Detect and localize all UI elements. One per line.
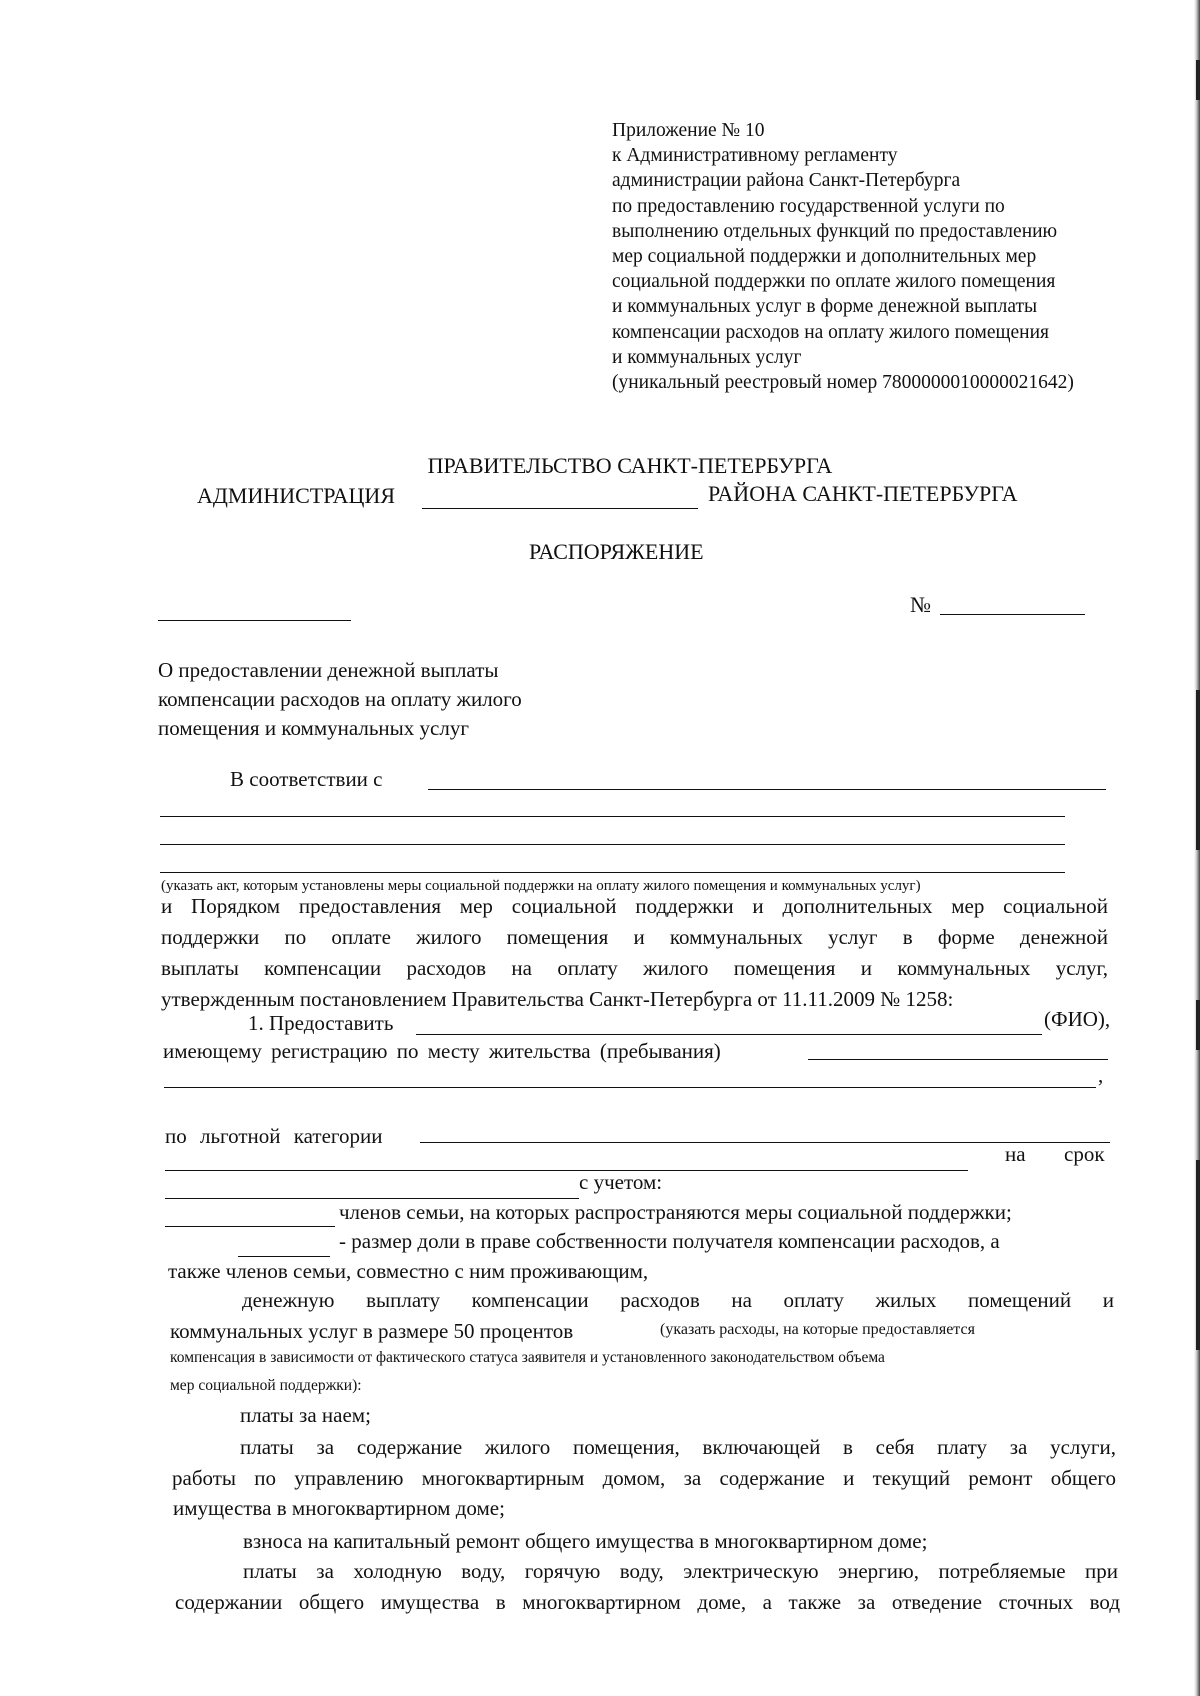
date-blank [158,620,351,621]
family-count-blank [165,1226,335,1227]
order-line: выплаты компенсации расходов на оплату жилого помещения и коммунальных услуг, [161,956,1108,980]
item-line: платы за наем; [240,1403,371,1427]
registration-label: имеющему регистрацию по месту жительства (пребывания) [163,1039,721,1063]
term-blank [165,1170,968,1171]
act-blank [160,816,1065,817]
scan-edge-mark [1196,1160,1200,1350]
stamp-line: по предоставлению государственной услуги по [612,195,1005,217]
share-text: - размер доли в праве собственности получателя компенсации расходов, а [339,1229,1000,1253]
act-blank [160,844,1065,845]
scan-edge-mark [1196,1000,1200,1050]
stamp-line: и коммунальных услуг [612,346,802,368]
number-blank [940,614,1085,615]
fio-blank [416,1034,1042,1035]
stamp-line: Приложение № 10 [612,120,765,141]
order-line: и Порядком предоставления мер социальной поддержки и дополнительных мер социальной [161,894,1108,918]
subject-line: О предоставлении денежной выплаты [158,658,499,682]
address-blank [164,1087,1096,1088]
payment-note: (указать расходы, на которые предоставляется [660,1321,975,1338]
stamp-line: выполнению отдельных функций по предоставлению [612,220,1058,242]
scan-edge-mark [1196,60,1200,100]
act-blank [160,872,1065,873]
district-blank [422,508,698,509]
item-line: имущества в многоквартирном доме; [173,1496,505,1520]
act-note: (указать акт, которым установлены меры социальной поддержки на оплату жилого помещения и коммунальных услуг) [161,878,921,894]
stamp-line: социальной поддержки по оплате жилого помещения [612,271,1056,293]
term-word-label: срок [1064,1142,1105,1166]
document-type: РАСПОРЯЖЕНИЕ [529,539,704,564]
item-line: платы за содержание жилого помещения, включающей в себя плату за услуги, [240,1435,1116,1459]
provide-label: 1. Предоставить [248,1011,394,1035]
term-blank [165,1198,579,1199]
term-on-label: на [1005,1142,1026,1166]
subject-line: компенсации расходов на оплату жилого [158,687,522,711]
subject [158,656,522,743]
stamp-line: и коммунальных услуг в форме денежной выплаты [612,296,1038,318]
payment-note: мер социальной поддержки): [170,1377,362,1394]
item-line: платы за холодную воду, горячую воду, электрическую энергию, потребляемые при [243,1559,1118,1583]
item-line: содержании общего имущества в многоквартирном доме, а также за отведение сточных вод [175,1590,1120,1614]
item-line: работы по управлению многоквартирным домом, за содержание и текущий ремонт общего [172,1466,1116,1490]
subject-line: помещения и коммунальных услуг [158,716,469,740]
payment-line: коммунальных услуг в размере 50 процентов [170,1319,574,1343]
stamp-line: компенсации расходов на оплату жилого помещения [612,321,1049,343]
order-line: утвержденным постановлением Правительства Санкт-Петербурга от 11.11.2009 № 1258: [161,987,954,1011]
number-sign: № [910,592,931,617]
category-label: по льготной категории [165,1124,383,1148]
scan-edge-mark [1196,690,1200,850]
government-title: ПРАВИТЕЛЬСТВО САНКТ-ПЕТЕРБУРГА [427,453,833,478]
payment-note: компенсация в зависимости от фактического статуса заявителя и установленного законодательством объема [170,1349,885,1366]
with-regard-label: с учетом: [579,1170,663,1194]
stamp-line: (уникальный реестровый номер 7800000010000021642) [612,372,1074,394]
stamp-line: мер социальной поддержки и дополнительных мер [612,246,1037,268]
share-blank [238,1256,330,1257]
fio-label: (ФИО), [1044,1007,1111,1031]
payment-line: денежную выплату компенсации расходов на оплату жилых помещений и [242,1288,1114,1312]
address-blank [808,1059,1108,1060]
family-members-text: членов семьи, на которых распространяются меры социальной поддержки; [339,1200,1012,1224]
in-accordance-label: В соответствии с [230,767,383,791]
item-line: взноса на капитальный ремонт общего имущества в многоквартирном доме; [243,1529,928,1553]
order-line: поддержки по оплате жилого помещения и коммунальных услуг в форме денежной [161,925,1108,949]
stamp-line: администрации района Санкт-Петербурга [612,170,961,192]
act-blank [428,789,1106,790]
address-comma: , [1098,1063,1104,1087]
administration-prefix: АДМИНИСТРАЦИЯ [197,483,395,508]
appendix-stamp [612,118,1074,395]
share-continuation: также членов семьи, совместно с ним проживающим, [168,1259,649,1283]
stamp-line: к Административному регламенту [612,145,898,167]
administration-suffix: РАЙОНА САНКТ-ПЕТЕРБУРГА [708,481,1018,506]
